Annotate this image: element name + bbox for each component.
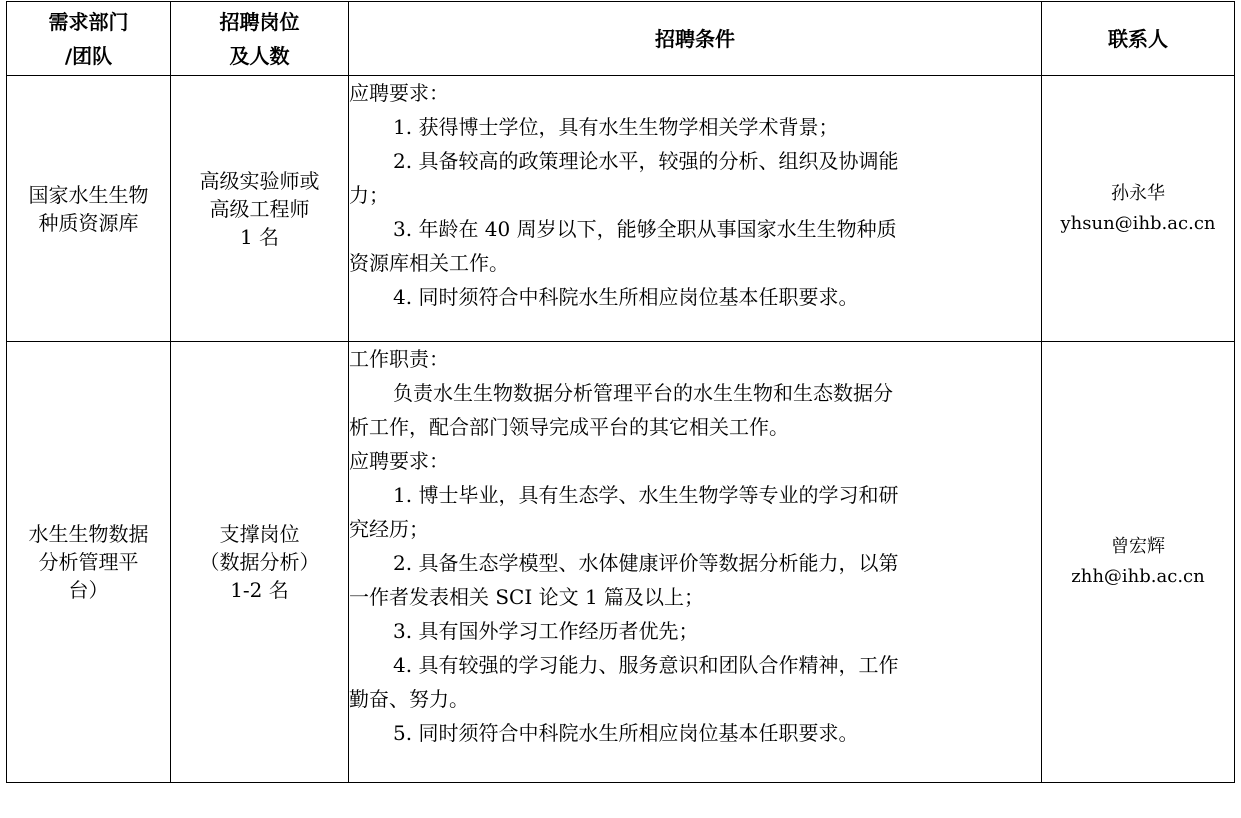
table-row	[7, 76, 1235, 342]
condition-line: 勤奋、努力。	[349, 687, 469, 711]
condition-line: 应聘要求：	[349, 449, 449, 473]
position-cell	[171, 76, 349, 342]
position-count: 1 名	[239, 224, 280, 249]
header-position	[171, 2, 349, 76]
department-line: 水生生物数据	[28, 522, 149, 546]
position-cell	[171, 342, 349, 783]
condition-line: 4. 具有较强的学习能力、服务意识和团队合作精神，工作	[393, 653, 899, 677]
header-contact: 联系人	[1042, 2, 1235, 76]
department-line: 种质资源库	[38, 210, 139, 235]
contact-name: 孙永华	[1111, 182, 1165, 204]
condition-line: 2. 具备生态学模型、水体健康评价等数据分析能力，以第	[393, 551, 899, 575]
contact-cell	[1042, 76, 1235, 342]
conditions-cell	[349, 76, 1042, 342]
contact-email[interactable]: yhsun@ihb.ac.cn	[1060, 212, 1216, 234]
condition-line: 2. 具备较高的政策理论水平，较强的分析、组织及协调能	[393, 149, 899, 173]
contact-cell	[1042, 342, 1235, 783]
condition-line: 应聘要求：	[349, 81, 449, 105]
department-line: 台）	[68, 578, 109, 602]
department-line: 国家水生生物	[28, 182, 149, 207]
department-cell	[7, 342, 171, 783]
condition-line: 1. 博士毕业，具有生态学、水生生物学等专业的学习和研	[393, 483, 899, 507]
condition-line: 究经历；	[349, 517, 429, 541]
condition-line: 一作者发表相关 SCI 论文 1 篇及以上；	[349, 585, 705, 609]
position-line: 支撑岗位	[219, 522, 300, 546]
conditions-cell	[349, 342, 1042, 783]
condition-line: 力；	[349, 183, 389, 207]
header-position-line: 及人数	[229, 43, 290, 68]
header-department-line: 需求部门	[48, 9, 129, 34]
contact-name: 曾宏辉	[1111, 536, 1165, 557]
position-count: 1-2 名	[230, 578, 289, 602]
department-cell	[7, 76, 171, 342]
position-line: 高级实验师或	[199, 168, 320, 193]
condition-line: 工作职责：	[349, 347, 449, 371]
position-line: （数据分析）	[199, 550, 320, 574]
condition-line: 3. 年龄在 40 周岁以下，能够全职从事国家水生生物种质	[393, 217, 897, 241]
header-row	[7, 2, 1235, 76]
condition-line: 3. 具有国外学习工作经历者优先；	[393, 619, 699, 643]
table-row	[7, 342, 1235, 783]
condition-line: 1. 获得博士学位，具有水生生物学相关学术背景；	[393, 115, 839, 139]
header-department	[7, 2, 171, 76]
header-conditions: 招聘条件	[349, 2, 1042, 76]
header-position-line: 招聘岗位	[219, 9, 300, 34]
condition-line: 5. 同时须符合中科院水生所相应岗位基本任职要求。	[393, 721, 859, 745]
header-department-line: /团队	[64, 43, 113, 68]
condition-line: 负责水生生物数据分析管理平台的水生生物和生态数据分	[393, 381, 893, 405]
condition-line: 析工作，配合部门领导完成平台的其它相关工作。	[349, 415, 789, 439]
condition-line: 4. 同时须符合中科院水生所相应岗位基本任职要求。	[393, 285, 859, 309]
recruitment-table	[6, 1, 1235, 783]
position-line: 高级工程师	[209, 196, 310, 221]
condition-line: 资源库相关工作。	[349, 251, 509, 275]
contact-email[interactable]: zhh@ihb.ac.cn	[1071, 566, 1205, 587]
department-line: 分析管理平	[38, 550, 139, 574]
